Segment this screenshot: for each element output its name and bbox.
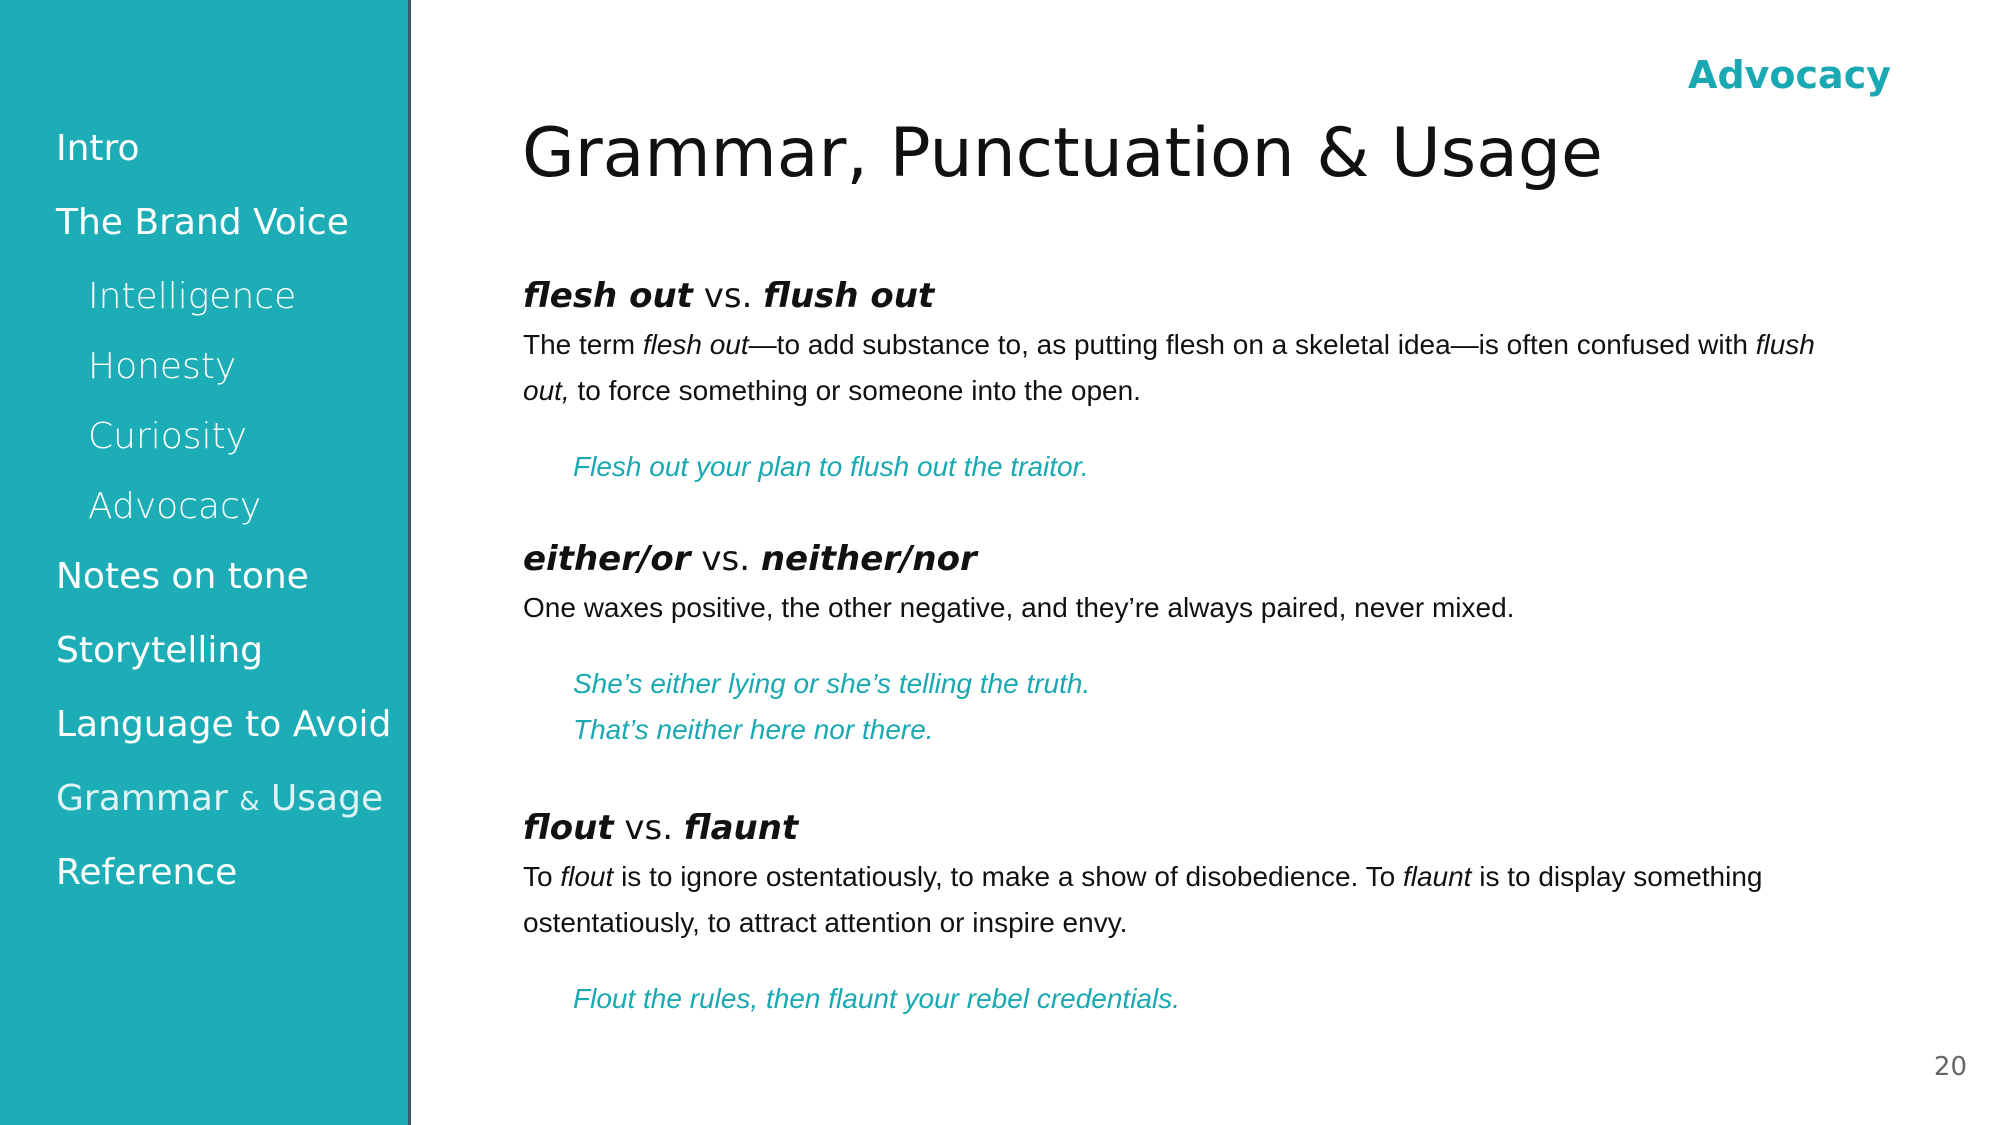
nav-item-curiosity[interactable]: Curiosity [88, 416, 247, 457]
nav-item-advocacy[interactable]: Advocacy [88, 486, 262, 527]
desc-emphasis: flout [560, 861, 614, 892]
term-vs: vs. [692, 276, 764, 316]
nav-label-part: Usage [259, 778, 384, 819]
entry-example: She’s either lying or she’s telling the truth. [573, 668, 1091, 699]
nav-item-intro[interactable]: Intro [56, 128, 140, 169]
entry-description [523, 854, 1823, 946]
entry-term [523, 537, 1823, 581]
desc-text: is to display something ostentatiously, to attract attention or inspire envy. [523, 861, 1763, 938]
nav-item-notes-on-tone[interactable]: Notes on tone [56, 556, 309, 597]
nav-item-reference[interactable]: Reference [56, 852, 238, 893]
nav-label-part: Grammar [56, 778, 240, 819]
nav-item-intelligence[interactable]: Intelligence [88, 276, 297, 317]
desc-text: The term [523, 329, 643, 360]
term-b: flush out [763, 276, 935, 316]
nav-item-honesty[interactable]: Honesty [88, 346, 237, 387]
page-number: 20 [1933, 1052, 1967, 1082]
term-vs: vs. [690, 539, 761, 579]
entry-example: Flout the rules, then flaunt your rebel credentials. [573, 983, 1181, 1014]
term-b: flaunt [683, 808, 799, 848]
page-title: Grammar, Punctuation & Usage [522, 114, 1603, 193]
nav-item-brand-voice[interactable]: The Brand Voice [56, 202, 349, 243]
term-a: flesh out [523, 276, 693, 316]
nav-item-grammar-usage[interactable] [56, 777, 383, 824]
desc-text: is to ignore ostentatiously, to make a show of disobedience. To [613, 861, 1403, 892]
term-a: flout [523, 808, 614, 848]
usage-entry [523, 537, 1823, 753]
sidebar-nav [0, 0, 411, 1125]
entry-description [523, 322, 1823, 414]
desc-emphasis: flesh out [642, 329, 749, 360]
desc-emphasis: flush out, [523, 329, 1815, 406]
term-b: neither/nor [760, 539, 977, 579]
entry-description: One waxes positive, the other negative, and they’re always paired, never mixed. [523, 592, 1515, 623]
entry-term [523, 806, 1823, 850]
term-vs: vs. [613, 808, 684, 848]
nav-label-amp: & [239, 787, 260, 817]
usage-entry [523, 806, 1823, 1022]
nav-item-storytelling[interactable]: Storytelling [56, 630, 264, 671]
desc-text: —to add substance to, as putting flesh on a skeletal idea—is often confused with [748, 329, 1756, 360]
term-a: either/or [523, 539, 691, 579]
section-label: Advocacy [1688, 53, 1891, 97]
entry-term [523, 274, 1823, 318]
desc-text: To [523, 861, 561, 892]
usage-entry [523, 274, 1823, 490]
nav-item-language-to-avoid[interactable]: Language to Avoid [56, 704, 392, 745]
entry-example: That’s neither here nor there. [573, 714, 934, 745]
entry-example: Flesh out your plan to flush out the traitor. [573, 451, 1089, 482]
desc-text: to force something or someone into the open. [569, 375, 1141, 406]
desc-emphasis: flaunt [1402, 861, 1472, 892]
